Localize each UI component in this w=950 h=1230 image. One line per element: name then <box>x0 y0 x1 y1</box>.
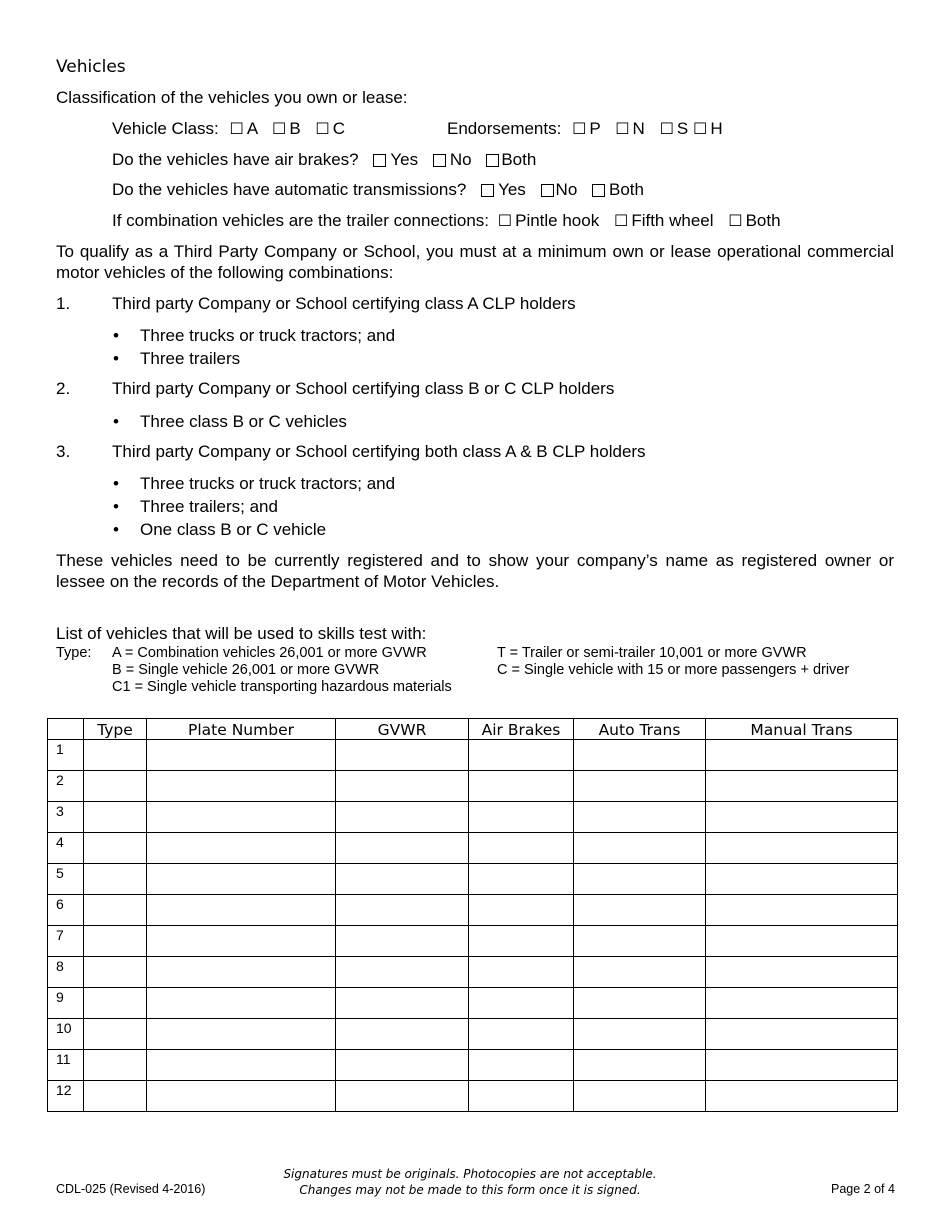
table-row <box>48 802 898 833</box>
auto-trans-cell[interactable] <box>574 988 706 1019</box>
list-item: • Three trailers; and <box>113 497 278 516</box>
vehicle-table <box>47 718 898 1112</box>
gvwr-cell[interactable] <box>336 1081 469 1112</box>
gvwr-cell[interactable] <box>336 833 469 864</box>
manual-trans-cell[interactable] <box>706 771 898 802</box>
type-cell[interactable] <box>84 740 147 771</box>
table-header-row <box>48 719 898 740</box>
endorsement-n[interactable]: ☐ N <box>615 119 645 138</box>
plate-number-cell[interactable] <box>147 802 336 833</box>
checkbox-icon[interactable] <box>373 154 386 167</box>
plate-number-cell[interactable] <box>147 1050 336 1081</box>
table-row <box>48 740 898 771</box>
type-cell[interactable] <box>84 1081 147 1112</box>
checkbox-icon[interactable] <box>433 154 446 167</box>
auto-trans-cell[interactable] <box>574 1050 706 1081</box>
header-manual-trans: Manual Trans <box>706 719 898 740</box>
row-number: 10 <box>48 1019 84 1050</box>
auto-trans-cell[interactable] <box>574 1081 706 1112</box>
manual-trans-cell[interactable] <box>706 988 898 1019</box>
endorsements-label: Endorsements: <box>447 119 562 138</box>
checkbox-icon[interactable] <box>592 184 605 197</box>
type-legend-c1: C1 = Single vehicle transporting hazardous materials <box>112 679 452 695</box>
vehicle-class-label: Vehicle Class: <box>112 119 219 138</box>
manual-trans-cell[interactable] <box>706 740 898 771</box>
plate-number-cell[interactable] <box>147 740 336 771</box>
row-number: 4 <box>48 833 84 864</box>
requirement-3-number: 3. <box>56 442 71 461</box>
bullet-icon: • <box>113 497 119 516</box>
trailer-fifth-wheel[interactable]: ☐ Fifth wheel <box>613 211 714 230</box>
manual-trans-cell[interactable] <box>706 802 898 833</box>
table-row <box>48 926 898 957</box>
table-row <box>48 864 898 895</box>
row-number: 8 <box>48 957 84 988</box>
classification-prompt: Classification of the vehicles you own or lease: <box>56 88 408 107</box>
list-item: • Three trucks or truck tractors; and <box>113 326 396 345</box>
air-brakes-cell[interactable] <box>469 833 574 864</box>
manual-trans-cell[interactable] <box>706 864 898 895</box>
registration-paragraph: These vehicles need to be currently registered and to show your company’s name as registered owner or lessee on the records of the Department of Motor Vehicles. <box>56 551 894 591</box>
form-id: CDL-025 (Revised 4-2016) <box>56 1182 206 1196</box>
row-number: 2 <box>48 771 84 802</box>
gvwr-cell[interactable] <box>336 926 469 957</box>
requirement-1-title: Third party Company or School certifying class A CLP holders <box>112 294 576 313</box>
gvwr-cell[interactable] <box>336 1050 469 1081</box>
checkbox-icon[interactable]: ☐ <box>497 211 513 230</box>
signature-note-line-2: Changes may not be made to this form once it is signed. <box>299 1183 641 1197</box>
vehicle-class-c[interactable]: ☐ C <box>315 119 346 138</box>
auto-trans-cell[interactable] <box>574 864 706 895</box>
checkbox-icon[interactable] <box>486 154 499 167</box>
auto-trans-cell[interactable] <box>574 802 706 833</box>
plate-number-cell[interactable] <box>147 833 336 864</box>
table-row <box>48 895 898 926</box>
checkbox-icon[interactable]: ☐ <box>615 119 630 138</box>
trailer-connections-question: If combination vehicles are the trailer connections: <box>112 211 490 230</box>
checkbox-icon[interactable]: ☐ <box>572 119 587 138</box>
type-cell[interactable] <box>84 895 147 926</box>
bullet-icon: • <box>113 326 119 345</box>
checkbox-icon[interactable]: ☐ <box>229 119 244 138</box>
plate-number-cell[interactable] <box>147 1019 336 1050</box>
endorsements-row <box>447 119 723 139</box>
table-row <box>48 1050 898 1081</box>
signature-note-line-1: Signatures must be originals. Photocopies are not acceptable. <box>283 1167 657 1181</box>
row-number: 7 <box>48 926 84 957</box>
air-brakes-both[interactable]: Both <box>486 150 536 169</box>
type-cell[interactable] <box>84 1050 147 1081</box>
type-cell[interactable] <box>84 926 147 957</box>
auto-trans-yes[interactable]: Yes <box>481 180 526 199</box>
air-brakes-cell[interactable] <box>469 957 574 988</box>
gvwr-cell[interactable] <box>336 988 469 1019</box>
type-cell[interactable] <box>84 833 147 864</box>
requirement-1-number: 1. <box>56 294 71 313</box>
type-cell[interactable] <box>84 771 147 802</box>
requirement-2-title: Third party Company or School certifying class B or C CLP holders <box>112 379 615 398</box>
auto-trans-cell[interactable] <box>574 895 706 926</box>
plate-number-cell[interactable] <box>147 771 336 802</box>
requirement-3-title: Third party Company or School certifying both class A & B CLP holders <box>112 442 646 461</box>
plate-number-cell[interactable] <box>147 1081 336 1112</box>
manual-trans-cell[interactable] <box>706 1081 898 1112</box>
header-number <box>48 719 84 740</box>
header-auto-trans: Auto Trans <box>574 719 706 740</box>
gvwr-cell[interactable] <box>336 771 469 802</box>
table-row <box>48 771 898 802</box>
plate-number-cell[interactable] <box>147 895 336 926</box>
air-brakes-row <box>112 150 536 170</box>
section-title: Vehicles <box>56 57 126 77</box>
header-air-brakes: Air Brakes <box>469 719 574 740</box>
air-brakes-cell[interactable] <box>469 864 574 895</box>
air-brakes-question: Do the vehicles have air brakes? <box>112 150 359 169</box>
checkbox-icon[interactable]: ☐ <box>659 119 674 138</box>
auto-trans-cell[interactable] <box>574 957 706 988</box>
checkbox-icon[interactable]: ☐ <box>315 119 330 138</box>
header-type: Type <box>84 719 147 740</box>
type-legend-a: A = Combination vehicles 26,001 or more GVWR <box>112 645 427 661</box>
auto-trans-cell[interactable] <box>574 1019 706 1050</box>
air-brakes-no[interactable]: No <box>433 150 472 169</box>
manual-trans-cell[interactable] <box>706 1019 898 1050</box>
row-number: 12 <box>48 1081 84 1112</box>
plate-number-cell[interactable] <box>147 926 336 957</box>
air-brakes-cell[interactable] <box>469 1050 574 1081</box>
type-legend-c: C = Single vehicle with 15 or more passengers + driver <box>497 662 850 678</box>
manual-trans-cell[interactable] <box>706 833 898 864</box>
header-gvwr: GVWR <box>336 719 469 740</box>
gvwr-cell[interactable] <box>336 1019 469 1050</box>
trailer-pintle-hook[interactable]: ☐ Pintle hook <box>497 211 600 230</box>
checkbox-icon[interactable] <box>481 184 494 197</box>
air-brakes-cell[interactable] <box>469 895 574 926</box>
table-row <box>48 833 898 864</box>
gvwr-cell[interactable] <box>336 895 469 926</box>
auto-trans-cell[interactable] <box>574 771 706 802</box>
row-number: 9 <box>48 988 84 1019</box>
manual-trans-cell[interactable] <box>706 895 898 926</box>
vehicle-class-b[interactable]: ☐ B <box>272 119 301 138</box>
row-number: 1 <box>48 740 84 771</box>
air-brakes-cell[interactable] <box>469 988 574 1019</box>
table-row <box>48 1081 898 1112</box>
requirement-2-number: 2. <box>56 379 71 398</box>
type-legend-label: Type: <box>56 645 92 661</box>
plate-number-cell[interactable] <box>147 864 336 895</box>
checkbox-icon[interactable]: ☐ <box>613 211 629 230</box>
air-brakes-cell[interactable] <box>469 1019 574 1050</box>
list-item: • Three class B or C vehicles <box>113 412 347 431</box>
type-cell[interactable] <box>84 988 147 1019</box>
air-brakes-yes[interactable]: Yes <box>373 150 418 169</box>
gvwr-cell[interactable] <box>336 864 469 895</box>
bullet-icon: • <box>113 474 119 493</box>
auto-trans-cell[interactable] <box>574 926 706 957</box>
bullet-icon: • <box>113 520 119 539</box>
type-cell[interactable] <box>84 1019 147 1050</box>
type-cell[interactable] <box>84 802 147 833</box>
vehicle-class-a[interactable]: ☐ A <box>229 119 258 138</box>
auto-trans-cell[interactable] <box>574 833 706 864</box>
signature-note <box>250 1166 690 1198</box>
table-row <box>48 957 898 988</box>
row-number: 6 <box>48 895 84 926</box>
gvwr-cell[interactable] <box>336 802 469 833</box>
table-row <box>48 1019 898 1050</box>
table-row <box>48 988 898 1019</box>
manual-trans-cell[interactable] <box>706 957 898 988</box>
list-intro: List of vehicles that will be used to skills test with: <box>56 624 427 643</box>
bullet-icon: • <box>113 349 119 368</box>
gvwr-cell[interactable] <box>336 740 469 771</box>
qualify-paragraph: To qualify as a Third Party Company or School, you must at a minimum own or lease operational commercial motor vehicles of the following combinations: <box>56 242 894 282</box>
auto-trans-cell[interactable] <box>574 740 706 771</box>
auto-trans-question: Do the vehicles have automatic transmissions? <box>112 180 467 199</box>
list-item: • One class B or C vehicle <box>113 520 327 539</box>
list-item: • Three trucks or truck tractors; and <box>113 474 396 493</box>
endorsement-p[interactable]: ☐ P <box>572 119 601 138</box>
manual-trans-cell[interactable] <box>706 1050 898 1081</box>
checkbox-icon[interactable]: ☐ <box>728 211 743 230</box>
air-brakes-cell[interactable] <box>469 1081 574 1112</box>
gvwr-cell[interactable] <box>336 957 469 988</box>
auto-trans-row <box>112 180 644 200</box>
row-number: 5 <box>48 864 84 895</box>
checkbox-icon[interactable] <box>541 184 554 197</box>
air-brakes-cell[interactable] <box>469 926 574 957</box>
air-brakes-cell[interactable] <box>469 740 574 771</box>
air-brakes-cell[interactable] <box>469 771 574 802</box>
checkbox-icon[interactable]: ☐ <box>692 119 708 138</box>
bullet-icon: • <box>113 412 119 431</box>
manual-trans-cell[interactable] <box>706 926 898 957</box>
list-item: • Three trailers <box>113 349 241 368</box>
page-number: Page 2 of 4 <box>831 1182 895 1196</box>
auto-trans-no[interactable]: No <box>541 180 578 199</box>
trailer-connections-row <box>112 211 781 231</box>
plate-number-cell[interactable] <box>147 957 336 988</box>
header-plate-number: Plate Number <box>147 719 336 740</box>
endorsement-h[interactable]: ☐ H <box>692 119 723 138</box>
type-legend-b: B = Single vehicle 26,001 or more GVWR <box>112 662 380 678</box>
type-cell[interactable] <box>84 957 147 988</box>
endorsement-s[interactable]: ☐ S <box>659 119 689 138</box>
row-number: 11 <box>48 1050 84 1081</box>
plate-number-cell[interactable] <box>147 988 336 1019</box>
vehicle-class-row <box>112 119 345 139</box>
checkbox-icon[interactable]: ☐ <box>272 119 287 138</box>
row-number: 3 <box>48 802 84 833</box>
air-brakes-cell[interactable] <box>469 802 574 833</box>
auto-trans-both[interactable]: Both <box>592 180 644 199</box>
type-legend-t: T = Trailer or semi-trailer 10,001 or more GVWR <box>497 645 807 661</box>
trailer-both[interactable]: ☐ Both <box>728 211 781 230</box>
type-cell[interactable] <box>84 864 147 895</box>
